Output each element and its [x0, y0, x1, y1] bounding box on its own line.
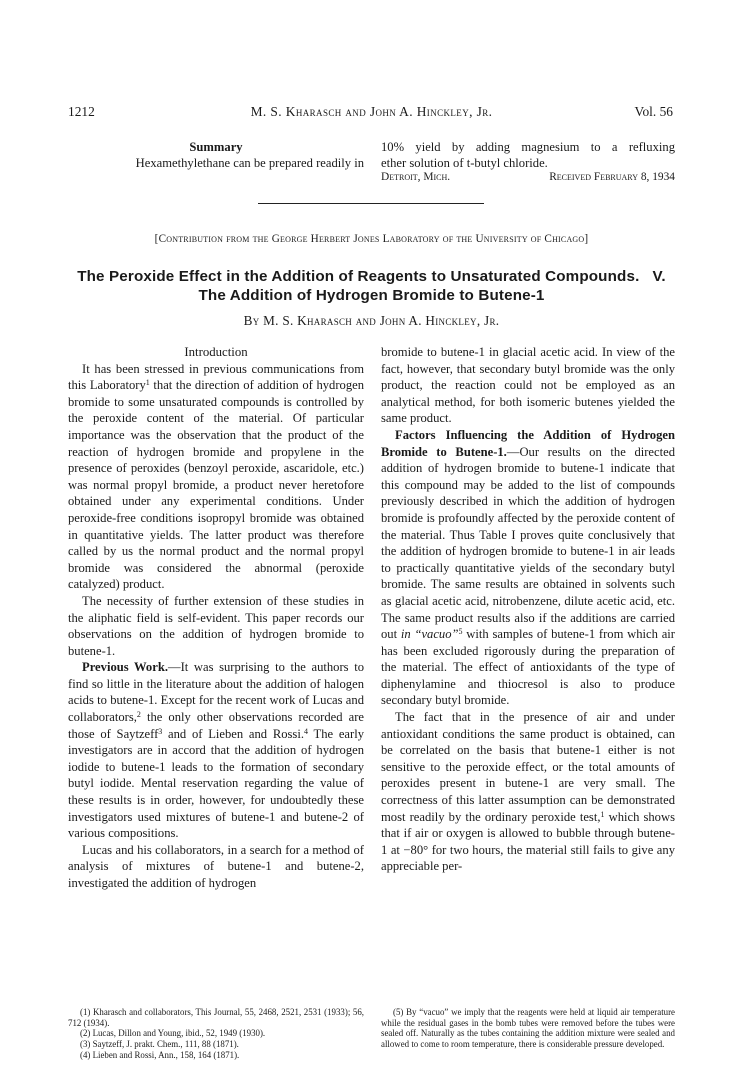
left-column [68, 344, 364, 892]
lucas-paragraph: Lucas and his collaborators, in a search for a method of analysis of mixtures of butene-1 and butene-2, investigated the addition of hydrogen [68, 842, 364, 890]
right-paragraph-1: bromide to butene-1 in glacial acetic acid. In view of the fact, however, that secondary butyl bromide was the only product, the reaction could not be employed as an analytical method, for both isomeric butenes yielded the same product. [381, 345, 675, 426]
footnote-1: (1) Kharasch and collaborators, This Journal, 55, 2468, 2521, 2531 (1933); 56, 712 (1934). [68, 1007, 364, 1028]
article-title-line-2: The Addition of Hydrogen Bromide to Butene-1 [198, 287, 545, 304]
summary-heading: Summary [189, 140, 243, 154]
intro-paragraph-2: The necessity of further extension of these studies in the aliphatic field is self-evident. This paper records our observations on the addition of hydrogen bromide to butene-1. [68, 593, 364, 658]
ref-4: 4 [303, 726, 308, 736]
page-number: 1212 [68, 104, 95, 119]
previous-work-heading: Previous Work. [82, 660, 168, 675]
air-antioxidant-paragraph: The fact that in the presence of air and under antioxidant conditions the same product is obtained, can be correlated on the basis that butene-1 either is not sensitive to the peroxide effect, or the total amounts of peroxides present in butene-1 are very small. The correctness of this latter assumption can be demonstrated most readily by the ordinary peroxide test,$^1$ which shows that if air or oxygen is allowed to bubble through butene-1 at −80° for two hours, the material still fails to give any appreciable per- [381, 710, 675, 874]
article-title-line-1: The Peroxide Effect in the Addition of Reagents to Unsaturated Compounds. V. [77, 268, 666, 285]
ref-1: 1 [145, 378, 150, 388]
summary-place: Detroit, Mich. [381, 171, 451, 183]
footnote-3: (3) Saytzeff, J. prakt. Chem., 111, 88 (1871). [80, 1039, 239, 1050]
ref-5: 5 [458, 627, 463, 637]
footnote-4: (4) Lieben and Rossi, Ann., 158, 164 (1871). [80, 1049, 240, 1060]
factors-heading: Factors Influencing the Addition of Hydrogen Bromide to Butene-1. [381, 427, 675, 459]
factors-paragraph: Factors Influencing the Addition of Hydrogen Bromide to Butene-1.—Our results on the directed addition of hydrogen bromide to butene-1 indicate that this compound may be added to the list of compounds previously described in which the addition of hydrogen bromide is profoundly affected by the peroxide content of the material. Thus Table I proves quite conclusively that the addition of hydrogen bromide to butene-1 in air leads to practically quantitative yields of the secondary butyl bromide. The same results are obtained in solvents such as glacial acetic acid, nitrobenzene, dilute acetic acid, etc. The same product results also if the additions are carried out in “vacuo”$^5$ with samples of butene-1 from which air has been excluded rigorously during the preparation of the material. The effect of antioxidants of the type of diphenylamine and thiocresol is also to produce secondary butyl bromide. [381, 427, 675, 708]
footnotes-left [68, 1007, 364, 1061]
byline: By M. S. Kharasch and John A. Hinckley, Jr. [243, 313, 500, 328]
introduction-heading: Introduction [184, 345, 248, 359]
ref-1b: 1 [600, 809, 605, 819]
footnote-5: (5) By “vacuo” we imply that the reagents were held at liquid air temperature while the residual gases in the bomb tubes were removed before the tubes were sealed off. Naturally as the tubes containing the addition mixture were sealed and allowed to come to room temperature, there is considerable pressure developed. [381, 1007, 675, 1050]
summary-received-date: Received February 8, 1934 [549, 171, 675, 183]
previous-work-paragraph: Previous Work.—It was surprising to the authors to find so little in the literature about the addition of halogen acids to butene-1. Except for the recent work of Lucas and collaborators,$^2$ the only other observations recorded are those of Saytzeff$^3$ and of Lieben and Rossi.$^4$ The early investigators are in accord that the addition of hydrogen iodide to butene-1 leads to the formation of secondary butyl iodide. Mental reservation regarding the value of these results is in order, however, for undoubtedly these investigators used mixtures of butene-1 and butene-2 of various compositions. [68, 660, 364, 841]
running-title: M. S. Kharasch and John A. Hinckley, Jr. [250, 104, 493, 119]
section-divider [258, 203, 484, 204]
ref-2: 2 [136, 710, 141, 720]
volume-label: Vol. 56 [634, 104, 673, 119]
summary-right-line-2: ether solution of t-butyl chloride. [381, 156, 548, 170]
summary-right-line-1: 10% yield by adding magnesium to a refluxing [381, 140, 675, 154]
ref-3: 3 [158, 726, 163, 736]
footnote-2: (2) Lucas, Dillon and Young, ibid., 52, 1949 (1930). [80, 1028, 266, 1039]
summary-left-text: Hexamethylethane can be prepared readily in [135, 156, 364, 170]
footnote-right [381, 1007, 675, 1050]
right-column [381, 344, 675, 875]
intro-paragraph-1: It has been stressed in previous communications from this Laboratory$^1$ that the direction of addition of hydrogen bromide to some unsaturated compounds is controlled by the peroxide content of the material. Of particular importance was the observation that the product of the reaction of hydrogen bromide and propylene in the presence of peroxides (benzoyl peroxide, ascaridole, etc.) was normal propyl bromide, a product never heretofore obtained under any experimental conditions. Under peroxide-free conditions isopropyl bromide was obtained in quantitative yields. The latter product was therefore called by us the normal product and the normal propyl bromide was considered the abnormal (peroxide catalyzed) product. [68, 361, 365, 592]
contribution-line: [Contribution from the George Herbert Jones Laboratory of the University of Chicago] [154, 233, 589, 245]
article-title [76, 267, 667, 305]
